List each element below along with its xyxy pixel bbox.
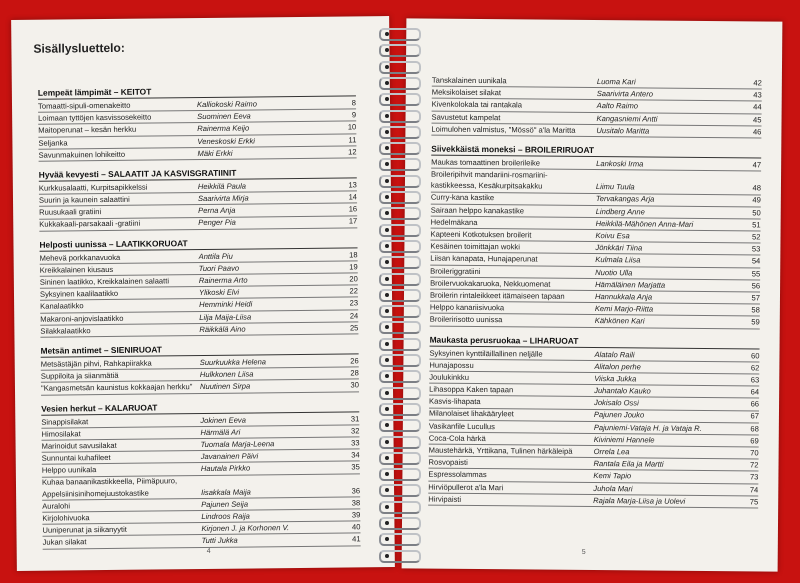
recipe-title: Kuhaa banaanikastikkeella, Piimäpuuro, [41, 476, 178, 488]
author-name: Koivu Esa [595, 231, 630, 241]
recipe-title: Loimaan tyttöjen kasvissosekeitto [38, 112, 152, 123]
page-ref: 20 [349, 274, 358, 284]
binding-hole [385, 195, 389, 199]
toc-entry [41, 380, 359, 396]
page-ref: 35 [351, 462, 360, 472]
recipe-title: Broileririsotto uunissa [429, 314, 503, 325]
page-ref: 52 [752, 232, 761, 242]
toc-section [431, 75, 762, 139]
recipe-title: Curry-kana kastike [430, 193, 495, 203]
recipe-title: Espressolammas [428, 470, 487, 480]
recipe-title: Auralohi [42, 501, 71, 511]
author-name: Alatalo Raili [594, 349, 635, 359]
author-name: Penger Pia [198, 218, 236, 228]
toc-section [39, 166, 358, 231]
page-ref: 14 [348, 192, 358, 202]
recipe-title: Syksyinen kynttiläillallinen neljälle [429, 348, 543, 359]
page-ref: 33 [351, 438, 360, 448]
page-ref: 10 [347, 122, 357, 132]
recipe-title: Hedelmäkana [430, 217, 478, 227]
recipe-title: Seljanka [38, 137, 68, 148]
author-name: Veneskoski Erkki [197, 135, 255, 146]
recipe-title: Marinoidut savusilakat [41, 440, 117, 451]
recipe-title: Broilervuokakaruoka, Nekkuomenat [430, 278, 551, 289]
page-ref: 44 [753, 102, 762, 112]
binding-hole [385, 505, 389, 509]
page-ref: 40 [351, 522, 361, 532]
recipe-title: Ruusukaali gratiini [39, 207, 102, 218]
left-page [11, 16, 395, 571]
section-title: Maukasta perusruokaa – LIHARUOAT [430, 334, 760, 349]
page-ref: 48 [752, 183, 761, 193]
recipe-title: Silakkalaatikko [40, 325, 91, 336]
recipe-title: Broileriggratiini [430, 266, 481, 276]
page-ref: 57 [751, 293, 761, 303]
left-toc [38, 84, 361, 557]
page-ref: 60 [750, 350, 760, 361]
author-name: Hulkkonen Liisa [199, 369, 254, 380]
author-name: Hemminki Heidi [199, 299, 253, 310]
author-name: Kemi Marjo-Riitta [594, 304, 654, 314]
page-ref: 62 [750, 363, 760, 373]
page-ref: 34 [351, 450, 360, 460]
author-name: Iisakkala Maija [201, 487, 251, 497]
binding-hole [385, 358, 389, 362]
author-name: Pajuniemi-Vataja H. ja Vataja R. [593, 422, 702, 433]
page-ref: 72 [750, 460, 759, 470]
page-ref: 22 [349, 286, 359, 296]
author-name: Pajunen Jouko [593, 410, 645, 420]
page-number: 4 [206, 547, 211, 555]
recipe-title: Kanalaatikko [40, 301, 84, 312]
page-ref: 19 [349, 262, 358, 272]
recipe-title: kastikkeessa, Kesäkurpitsakakku [430, 180, 543, 191]
toc-entry [43, 534, 361, 550]
right-page [402, 18, 783, 571]
page-ref: 24 [349, 310, 359, 321]
toc-section [428, 334, 759, 508]
page-ref: 64 [750, 387, 760, 397]
author-name: Ylikoski Elvi [198, 287, 240, 298]
recipe-title: Sininen laatikko, Kreikkalainen salaatti [39, 276, 170, 287]
author-name: Nuotio Ulla [595, 267, 633, 277]
recipe-title: Meksikolaiset silakat [431, 87, 502, 98]
recipe-title: Joulukinkku [429, 372, 470, 382]
recipe-title: Rosvopaisti [428, 457, 468, 468]
page-ref: 43 [753, 90, 762, 100]
recipe-title: Uuniperunat ja siikanyytit [42, 525, 127, 535]
author-name: Aalto Raimo [596, 101, 639, 111]
binding-hole [385, 407, 389, 411]
binding-hole [385, 114, 389, 118]
recipe-title: Savunmakuinen lohikeitto [38, 149, 126, 160]
author-name: Tuomala Marja-Leena [200, 439, 275, 449]
page-ref: 47 [752, 160, 762, 170]
page-ref: 36 [351, 486, 361, 496]
author-name: Saarivirta Antero [596, 89, 654, 99]
binding-hole [385, 130, 389, 134]
author-name: Härmälä Ari [200, 427, 241, 437]
page-ref: 53 [751, 244, 761, 254]
author-name: Heikkilä-Mähönen Anna-Mari [595, 218, 694, 229]
recipe-title: Kivenkolokala tai rantakala [431, 99, 523, 110]
recipe-title: Kapteeni Kotkotuksen broilerit [430, 229, 532, 240]
page-ref: 17 [348, 216, 358, 226]
author-name: Jokisalo Ossi [594, 398, 639, 408]
page-ref: 66 [750, 399, 760, 409]
spiral-binding [379, 28, 419, 568]
recipe-title: Tanskalainen uunikala [431, 75, 507, 86]
recipe-title: Kreikkalainen kiusaus [39, 264, 114, 275]
page-ref: 45 [753, 114, 762, 125]
author-name: Suurkuukka Helena [199, 357, 267, 368]
binding-hole [385, 244, 389, 248]
author-name: Kulmala Liisa [595, 255, 641, 265]
author-name: Anttila Piu [198, 251, 233, 261]
recipe-title: Suppiloita ja siianmätiä [40, 371, 119, 381]
author-name: Luoma Kari [596, 77, 636, 87]
recipe-title: Maustehärkä, Yrttikana, Tulinen härkäleipä [428, 445, 573, 456]
page-ref: 13 [348, 180, 357, 190]
author-name: Kalliokoski Raimo [196, 99, 258, 110]
author-name: Kemi Tapio [593, 471, 632, 481]
recipe-title: Sinappisilakat [41, 416, 89, 427]
page-ref: 63 [750, 375, 760, 385]
author-name: Hautala Pirkko [200, 463, 251, 474]
binding-hole [385, 179, 389, 183]
binding-hole [385, 521, 389, 525]
binding-hole [385, 391, 389, 395]
toc-section [39, 236, 358, 338]
author-name: Perna Anja [198, 205, 236, 216]
author-name: Räikkälä Aino [199, 324, 246, 334]
page-ref: 39 [351, 510, 361, 520]
author-name: Suominen Eeva [197, 111, 251, 122]
recipe-title: Syksyinen kaalilaatikko [39, 289, 119, 299]
recipe-title: Helppo uunikala [41, 465, 97, 475]
author-name: Saarivirta Mirja [197, 193, 249, 204]
recipe-title: Mehevä porkkanavuoka [39, 252, 121, 263]
page-ref: 67 [750, 411, 759, 421]
page-ref: 38 [351, 498, 361, 508]
page-ref: 32 [350, 426, 360, 436]
recipe-title: Kurkkusalaatti, Kurpitsapikkelssi [38, 182, 148, 193]
page-ref: 54 [751, 256, 761, 266]
binding-hole [385, 456, 389, 460]
recipe-title: Coca-Cola härkä [428, 433, 486, 443]
recipe-title: Himosilakat [41, 429, 81, 439]
recipe-title: Maukas tomaattinen broilerileike [431, 157, 541, 168]
page-ref: 11 [348, 134, 357, 145]
page-ref: 56 [751, 281, 761, 291]
page-ref: 74 [749, 484, 759, 495]
page-number: 5 [581, 548, 586, 556]
author-name: Uusitalo Maritta [596, 125, 650, 136]
toc-entry [428, 493, 758, 508]
author-name: Liimu Tuula [595, 182, 635, 192]
author-name: Mäki Erkki [197, 148, 233, 158]
toc-entry [430, 314, 760, 329]
binding-hole [385, 228, 389, 232]
page-ref: 59 [751, 317, 760, 327]
page-ref: 50 [752, 208, 761, 218]
recipe-title: Metsästäjän pihvi, Rahkapiirakka [40, 358, 152, 369]
section-title: Hyvää kevyesti – SALAATIT JA KASVISGRATIINIT [39, 166, 357, 181]
page-ref: 46 [752, 127, 762, 137]
author-name: Kirjonen J. ja Korhonen V. [201, 523, 290, 534]
page-ref: 68 [750, 424, 759, 434]
author-name: Lindberg Anne [595, 206, 645, 217]
recipe-title: Appelsiinisinihomejuustokastike [42, 488, 149, 499]
binding-hole [385, 65, 389, 69]
toc-section [38, 84, 357, 161]
author-name: Pajunen Seija [201, 499, 249, 509]
author-name: Kähkönen Kari [594, 316, 645, 326]
recipe-title: Kasvis-lihapata [429, 396, 481, 407]
recipe-title: Savustetut kampelat [431, 112, 501, 122]
right-toc [428, 75, 762, 517]
binding-hole [385, 293, 389, 297]
recipe-title: Suurin ja kaunein salaattini [38, 194, 130, 205]
section-title: Helposti uunissa – LAATIKKORUOAT [39, 236, 357, 251]
recipe-title: Kirjolohivuoka [42, 513, 90, 523]
author-name: Jokinen Eeva [200, 415, 246, 425]
page-ref: 28 [350, 368, 359, 378]
author-name: Rainerma Arto [198, 275, 248, 286]
binding-hole [385, 32, 389, 36]
recipe-title: Hirviöpullerot a'la Mari [428, 482, 504, 492]
toc-entry [431, 123, 761, 138]
author-name: Lindroos Raija [201, 511, 250, 522]
author-name: Rajala Marja-Liisa ja Uolevi [593, 495, 686, 506]
recipe-title: Tomaatti-sipuli-omenakeitto [37, 100, 131, 111]
page-ref: 41 [352, 534, 361, 544]
author-name: Juhantalo Kauko [594, 386, 651, 396]
section-title: Siivekkäistä moneksi – BROILERIRUOAT [431, 144, 761, 159]
toc-entry [38, 146, 356, 162]
recipe-title: Kesäinen toimittajan wokki [430, 241, 520, 252]
author-name: Tervakangas Arja [595, 194, 655, 205]
author-name: Tutti Jukka [201, 536, 238, 546]
page-ref: 73 [749, 472, 759, 482]
page-ref: 16 [348, 204, 358, 214]
author-name: Alitalon perhe [594, 361, 641, 372]
section-title: Lempeät lämpimät – KEITOT [38, 84, 356, 99]
toc-heading: Sisällysluettelo: [33, 40, 125, 56]
recipe-title: Hunajapossu [429, 360, 474, 370]
toc-section [41, 400, 361, 549]
author-name: Heikkilä Paula [197, 181, 247, 191]
page-ref: 30 [350, 380, 360, 390]
page-ref: 49 [752, 195, 761, 205]
recipe-title: Vasikanfile Lucullus [428, 421, 496, 431]
recipe-title: Makaroni-anjovislaatikko [40, 313, 124, 324]
author-name: Kiviniemi Hannele [593, 434, 655, 445]
page-ref: 12 [348, 147, 357, 157]
author-name: Javanainen Päivi [200, 451, 259, 462]
recipe-title: Milanolaiset lihakääryleet [428, 409, 514, 419]
page-ref: 75 [749, 497, 759, 507]
page-ref: 25 [349, 323, 359, 333]
author-name: Nuutinen Sirpa [199, 381, 251, 392]
toc-section [430, 144, 762, 329]
binding-hole [385, 81, 389, 85]
author-name: Viiska Jukka [594, 373, 637, 384]
page-ref: 9 [351, 110, 357, 120]
page-ref: 26 [350, 356, 359, 366]
toc-entry [40, 322, 358, 338]
page-ref: 18 [349, 250, 358, 260]
author-name: Kangasniemi Antti [596, 113, 658, 124]
recipe-title: Loimulohen valmistus, "Mössö" a'la Maritta [431, 124, 576, 135]
recipe-title: Sairaan helppo kanakastike [430, 205, 525, 216]
recipe-title: Helppo kanariisivuoka [429, 302, 505, 313]
toc-entry [39, 216, 357, 232]
page-ref: 69 [750, 436, 759, 446]
recipe-title: "Kangasmetsän kaunistus kokkaajan herkku" [40, 382, 193, 394]
recipe-title: Broilerin rintaleikkeet itämaiseen tapaan [429, 290, 565, 301]
author-name: Juhola Mari [593, 483, 633, 493]
binding-hole [385, 440, 389, 444]
page-ref: 42 [753, 78, 762, 88]
author-name: Rainerma Keijo [197, 123, 250, 134]
page-ref: 55 [751, 269, 761, 279]
binding-hole [385, 554, 389, 558]
recipe-title: Liisan kanapata, Hunajaperunat [430, 254, 538, 264]
page-ref: 23 [349, 298, 359, 308]
page-ref: 58 [751, 305, 760, 315]
binding-hole [385, 342, 389, 346]
recipe-title: Broileripihvit mandariini-rosmariini- [431, 169, 548, 180]
author-name: Lankoski Irma [596, 158, 644, 169]
toc-section [41, 342, 360, 395]
author-name: Rantala Eila ja Martti [593, 459, 664, 469]
page-ref: 51 [752, 220, 761, 230]
author-name: Lilja Maija-Liisa [199, 312, 252, 322]
author-name: Orrela Lea [593, 447, 630, 457]
section-title: Metsän antimet – SIENIRUOAT [41, 342, 359, 357]
section-title: Vesien herkut – KALARUOAT [41, 400, 359, 415]
recipe-title: Maitoperunat – kesän herkku [38, 125, 137, 136]
author-name: Tuori Paavo [198, 263, 240, 273]
recipe-title: Sunnuntai kuhafileet [41, 453, 111, 463]
recipe-title: Hirvipaisti [428, 494, 462, 504]
author-name: Hämäläinen Marjatta [595, 279, 666, 290]
recipe-title: Jukan silakat [42, 537, 87, 548]
recipe-title: Lihasoppa Kaken tapaan [429, 384, 514, 395]
page-ref: 70 [750, 448, 759, 458]
author-name: Jönkkäri Tiina [595, 243, 643, 253]
author-name: Hannukkala Anja [594, 292, 653, 302]
page-ref: 31 [350, 413, 360, 424]
recipe-title: Kukkakaali-parsakaali -gratiini [39, 219, 141, 230]
binding-hole [385, 277, 389, 281]
page-ref: 8 [351, 98, 357, 108]
